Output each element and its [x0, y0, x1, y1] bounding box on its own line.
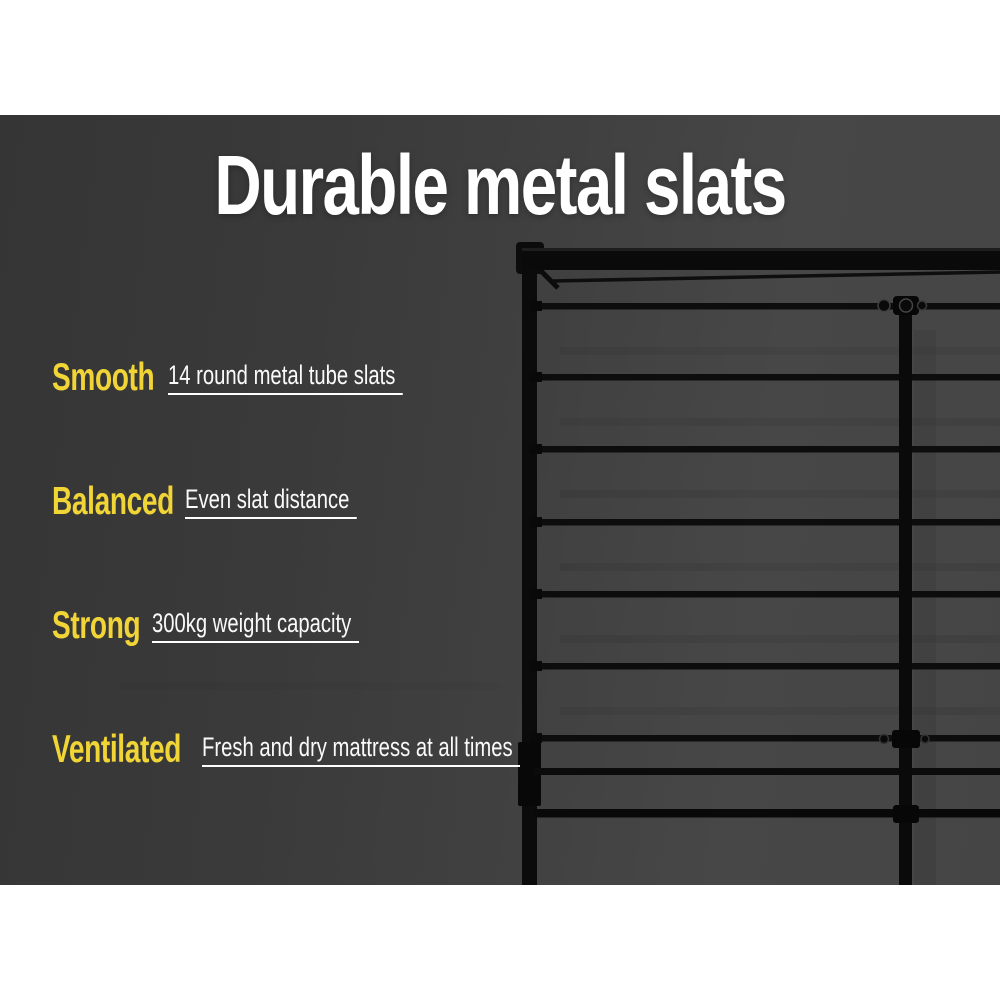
feature-row-balanced [52, 482, 572, 528]
dark-hero-section [0, 115, 1000, 885]
centre-support-bar [899, 302, 912, 885]
feature-row-strong [52, 606, 572, 652]
feature-description-smooth: 14 round metal tube slats [168, 362, 403, 395]
connector-bottom [893, 805, 919, 823]
feature-label-ventilated: Ventilated [52, 728, 182, 771]
feature-row-smooth [52, 358, 572, 404]
connector-top [878, 296, 927, 315]
feature-label-balanced: Balanced [52, 480, 174, 523]
inner-rail [552, 272, 1000, 281]
bottom-margin-strip [0, 885, 1000, 1000]
page-title: Durable metal slats [214, 138, 786, 232]
feature-label-smooth: Smooth [52, 356, 155, 399]
feature-row-ventilated [52, 730, 572, 776]
feature-description-balanced: Even slat distance [185, 486, 357, 519]
feature-label-strong: Strong [52, 604, 141, 647]
feature-description-ventilated: Fresh and dry mattress at all times [202, 734, 520, 767]
feature-description-strong: 300kg weight capacity [152, 610, 359, 643]
top-margin-strip [0, 0, 1000, 115]
top-rail [522, 248, 1000, 270]
